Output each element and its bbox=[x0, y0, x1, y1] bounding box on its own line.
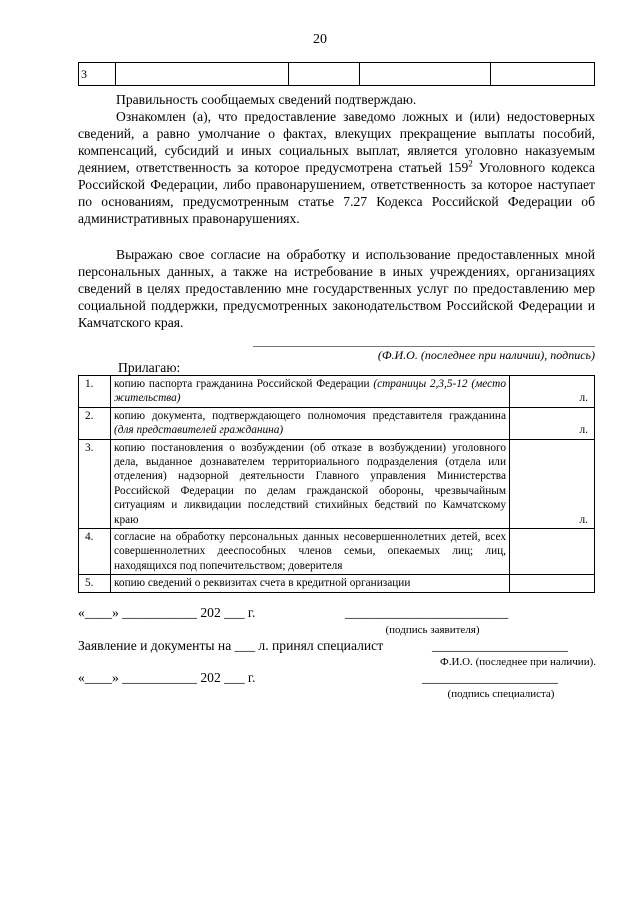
item-sheets bbox=[510, 575, 595, 592]
item-number: 1. bbox=[79, 376, 111, 408]
row-number: 3 bbox=[79, 63, 116, 86]
item-sheets: л. bbox=[510, 439, 595, 528]
superscript: 2 bbox=[468, 158, 473, 169]
item-number: 3. bbox=[79, 439, 111, 528]
table-row bbox=[79, 439, 595, 528]
item-sheets bbox=[510, 529, 595, 575]
attachments-table bbox=[78, 375, 595, 593]
applicant-signature-line: ________________________ bbox=[345, 605, 509, 620]
item-sheets: л. bbox=[510, 407, 595, 439]
table-row bbox=[79, 407, 595, 439]
signature-line bbox=[253, 346, 595, 347]
item-text: копию сведений о реквизитах счета в кредитной организации bbox=[111, 575, 510, 592]
applicant-caption: (подпись заявителя) bbox=[385, 624, 480, 636]
signature-caption: (Ф.И.О. (последнее при наличии), подпись) bbox=[377, 348, 595, 362]
empty-cell bbox=[360, 63, 491, 86]
received-text: Заявление и документы на ___ л. принял специалист bbox=[78, 638, 384, 653]
item-text: копию паспорта гражданина Российской Федерации (страницы 2,3,5-12 (место жительства) bbox=[111, 376, 510, 408]
table-row bbox=[79, 575, 595, 592]
item-number: 4. bbox=[79, 529, 111, 575]
empty-cell bbox=[289, 63, 360, 86]
date-line-2: «____» ___________ 202 ___ г. bbox=[78, 670, 256, 685]
received-line: ____________________ bbox=[432, 638, 568, 653]
item-number: 5. bbox=[79, 575, 111, 592]
confirm-text: Правильность сообщаемых сведений подтверждаю. bbox=[116, 92, 417, 107]
item-number: 2. bbox=[79, 407, 111, 439]
table-row-3 bbox=[78, 62, 595, 86]
item-sheets: л. bbox=[510, 376, 595, 408]
page-number: 20 bbox=[313, 32, 327, 47]
item-text: копию постановления о возбуждении (об отказе в возбуждении) уголовного дела, выданное дознавателем территориального подразделения (отдела или отделения) надзорной деятельности Главного управления Министерства Российской Федерации по делам гражданской обороны, чрезвычайным ситуациям и ликвидации последствий стихийных бедствий по Камчатскому краю bbox=[111, 439, 510, 528]
informed-text: Ознакомлен (а), что предоставление заведомо ложных и (или) недостоверных сведений, а равно умолчание о фактах, влекущих прекращение выплаты пособий, компенсаций, субсидий и иных социальных выплат, является уголовно наказуемым деянием, ответственность за которое предусмотрена статьей $159^2$ Уголовного кодекса Российской Федерации, либо правонарушением, ответственность за которое наступает по основаниям, предусмотренным статье 7.27 Кодекса Российской Федерации об административных правонарушениях. bbox=[78, 109, 595, 226]
date-line: «____» ___________ 202 ___ г. bbox=[78, 605, 256, 620]
item-text: согласие на обработку персональных данных несовершеннолетних детей, всех совершеннолетних дееспособных членов семьи, опекаемых лиц; лиц, находящихся под попечительством; доверителя bbox=[111, 529, 510, 575]
table-row bbox=[79, 529, 595, 575]
table-row bbox=[79, 376, 595, 408]
empty-cell bbox=[491, 63, 595, 86]
consent-text: Выражаю свое согласие на обработку и использование предоставленных мной персональных данных, а также на истребование в иных учреждениях, организациях сведений в целях предоставлению мне государственных услуг по предоставлению мер социальной поддержки, предусмотренных законодательством Российской Федерации и Камчатского края. bbox=[78, 247, 595, 330]
specialist-caption: (подпись специалиста) bbox=[447, 688, 555, 700]
item-text: копию документа, подтверждающего полномочия представителя гражданина (для представителей гражданина) bbox=[111, 407, 510, 439]
specialist-fio-caption: Ф.И.О. (последнее при наличии). bbox=[440, 656, 596, 668]
empty-cell bbox=[116, 63, 289, 86]
attach-label: Прилагаю: bbox=[118, 360, 181, 375]
specialist-signature-line: ____________________ bbox=[422, 670, 558, 685]
